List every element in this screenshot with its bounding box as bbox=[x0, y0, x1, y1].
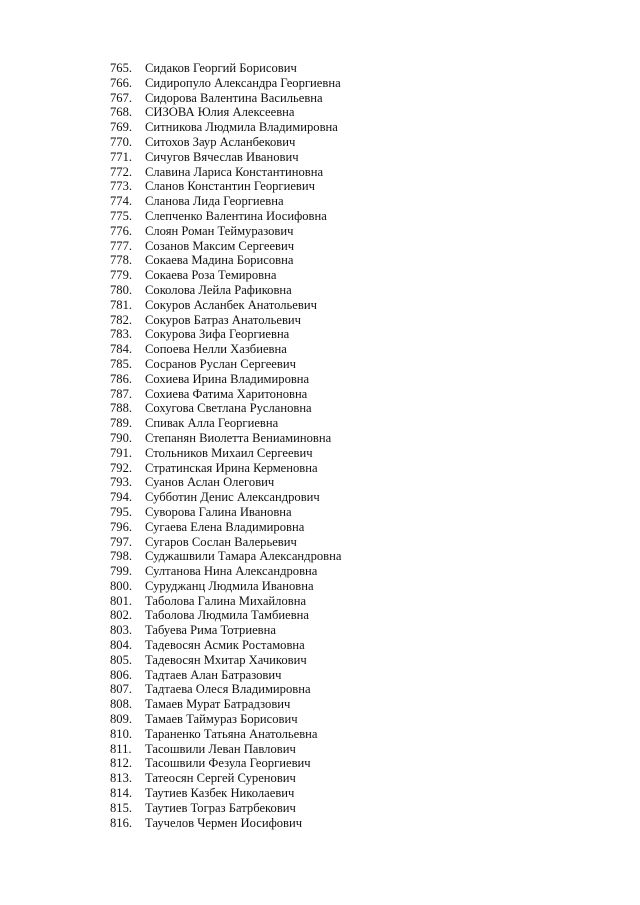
list-item bbox=[110, 712, 341, 727]
item-number: 765. bbox=[110, 61, 133, 75]
list-item bbox=[110, 179, 341, 194]
item-number: 789. bbox=[110, 416, 133, 431]
item-number: 797. bbox=[110, 534, 133, 549]
person-name: Сохиева Фатима Харитоновна bbox=[145, 386, 308, 401]
item-number: 800. bbox=[110, 578, 133, 593]
person-name: Суанов Аслан Олегович bbox=[145, 475, 275, 490]
person-name: Слоян Роман Теймуразович bbox=[145, 223, 294, 238]
list-item bbox=[110, 564, 341, 579]
list-item bbox=[110, 135, 341, 150]
person-name: Сидаков Георгий Борисович bbox=[145, 61, 297, 75]
item-number: 803. bbox=[110, 623, 133, 638]
list-item bbox=[110, 786, 341, 801]
item-number: 802. bbox=[110, 608, 133, 623]
person-name: Степанян Виолетта Вениаминовна bbox=[145, 430, 332, 445]
item-number: 786. bbox=[110, 371, 133, 386]
item-number: 799. bbox=[110, 564, 133, 579]
item-number: 782. bbox=[110, 312, 133, 327]
item-number: 810. bbox=[110, 726, 133, 741]
list-item bbox=[110, 105, 341, 120]
person-name: Сокурова Зифа Георгиевна bbox=[145, 327, 290, 342]
list-item bbox=[110, 638, 341, 653]
item-number: 807. bbox=[110, 682, 133, 697]
list-item bbox=[110, 771, 341, 786]
person-name: Славина Лариса Константиновна bbox=[145, 164, 324, 179]
person-name: Ситникова Людмила Владимировна bbox=[145, 120, 338, 135]
list-item bbox=[110, 594, 341, 609]
person-name: Табуева Рима Тотриевна bbox=[145, 623, 276, 638]
list-item bbox=[110, 76, 341, 91]
person-name: Суворова Галина Ивановна bbox=[145, 504, 292, 519]
list-item bbox=[110, 608, 341, 623]
item-number: 781. bbox=[110, 297, 133, 312]
item-number: 773. bbox=[110, 179, 133, 194]
list-item bbox=[110, 535, 341, 550]
list-item bbox=[110, 342, 341, 357]
person-name: Суджашвили Тамара Александровна bbox=[145, 549, 342, 564]
list-item bbox=[110, 505, 341, 520]
item-number: 804. bbox=[110, 638, 133, 653]
person-name: Сугаров Сослан Валерьевич bbox=[145, 534, 297, 549]
numbered-name-list bbox=[110, 61, 341, 830]
person-name: Соколова Лейла Рафиковна bbox=[145, 282, 292, 297]
person-name: Субботин Денис Александрович bbox=[145, 490, 320, 505]
list-item bbox=[110, 431, 341, 446]
person-name: Таучелов Чермен Иосифович bbox=[145, 815, 303, 830]
list-item bbox=[110, 91, 341, 106]
person-name: Таутиев Казбек Николаевич bbox=[145, 786, 295, 801]
person-name: Сланов Константин Георгиевич bbox=[145, 179, 315, 194]
item-number: 770. bbox=[110, 134, 133, 149]
person-name: Сидорова Валентина Васильевна bbox=[145, 90, 323, 105]
item-number: 815. bbox=[110, 800, 133, 815]
item-number: 790. bbox=[110, 430, 133, 445]
person-name: Сопоева Нелли Хазбиевна bbox=[145, 342, 287, 357]
item-number: 785. bbox=[110, 356, 133, 371]
person-name: Сокаева Роза Темировна bbox=[145, 268, 277, 283]
item-number: 783. bbox=[110, 327, 133, 342]
person-name: Слепченко Валентина Иосифовна bbox=[145, 208, 327, 223]
person-name: Таболова Людмила Тамбиевна bbox=[145, 608, 310, 623]
person-name: Суруджанц Людмила Ивановна bbox=[145, 578, 314, 593]
item-number: 805. bbox=[110, 652, 133, 667]
list-item bbox=[110, 253, 341, 268]
person-name: Сосранов Руслан Сергеевич bbox=[145, 356, 296, 371]
person-name: СИЗОВА Юлия Алексеевна bbox=[145, 105, 295, 120]
list-item bbox=[110, 387, 341, 402]
list-item bbox=[110, 461, 341, 476]
item-number: 777. bbox=[110, 238, 133, 253]
person-name: Сланова Лида Георгиевна bbox=[145, 194, 284, 209]
list-item bbox=[110, 401, 341, 416]
item-number: 771. bbox=[110, 149, 133, 164]
person-name: Таболова Галина Михайловна bbox=[145, 593, 307, 608]
item-number: 768. bbox=[110, 105, 133, 120]
list-item bbox=[110, 313, 341, 328]
person-name: Тадевосян Мхитар Хачикович bbox=[145, 652, 307, 667]
person-name: Татеосян Сергей Суренович bbox=[145, 771, 296, 786]
person-name: Сугаева Елена Владимировна bbox=[145, 519, 305, 534]
list-item bbox=[110, 756, 341, 771]
list-item bbox=[110, 475, 341, 490]
person-name: Сокуров Асланбек Анатольевич bbox=[145, 297, 317, 312]
person-name: Сохиева Ирина Владимировна bbox=[145, 371, 310, 386]
list-item bbox=[110, 416, 341, 431]
item-number: 778. bbox=[110, 253, 133, 268]
item-number: 798. bbox=[110, 549, 133, 564]
person-name: Ситохов Заур Асланбекович bbox=[145, 134, 296, 149]
item-number: 787. bbox=[110, 386, 133, 401]
list-item bbox=[110, 549, 341, 564]
list-item bbox=[110, 327, 341, 342]
list-item bbox=[110, 150, 341, 165]
item-number: 776. bbox=[110, 223, 133, 238]
person-name: Стратинская Ирина Керменовна bbox=[145, 460, 318, 475]
item-number: 796. bbox=[110, 519, 133, 534]
list-item bbox=[110, 224, 341, 239]
list-item bbox=[110, 298, 341, 313]
person-name: Тадтаев Алан Батразович bbox=[145, 667, 282, 682]
person-name: Тасошвили Леван Павлович bbox=[145, 741, 296, 756]
item-number: 792. bbox=[110, 460, 133, 475]
list-item bbox=[110, 165, 341, 180]
person-name: Сокуров Батраз Анатольевич bbox=[145, 312, 301, 327]
person-name: Спивак Алла Георгиевна bbox=[145, 416, 279, 431]
item-number: 780. bbox=[110, 282, 133, 297]
list-item bbox=[110, 801, 341, 816]
list-item bbox=[110, 239, 341, 254]
item-number: 808. bbox=[110, 697, 133, 712]
list-item bbox=[110, 682, 341, 697]
item-number: 779. bbox=[110, 268, 133, 283]
person-name: Тамаев Мурат Батрадзович bbox=[145, 697, 291, 712]
person-name: Сохугова Светлана Руслановна bbox=[145, 401, 312, 416]
person-name: Таутиев Тограз Батрбекович bbox=[145, 800, 296, 815]
item-number: 775. bbox=[110, 208, 133, 223]
item-number: 801. bbox=[110, 593, 133, 608]
list-item bbox=[110, 357, 341, 372]
list-item bbox=[110, 653, 341, 668]
list-item bbox=[110, 61, 341, 76]
item-number: 794. bbox=[110, 490, 133, 505]
list-item bbox=[110, 520, 341, 535]
person-name: Тамаев Таймураз Борисович bbox=[145, 712, 298, 727]
list-item bbox=[110, 490, 341, 505]
list-item bbox=[110, 727, 341, 742]
item-number: 769. bbox=[110, 120, 133, 135]
list-item bbox=[110, 697, 341, 712]
item-number: 784. bbox=[110, 342, 133, 357]
person-name: Стольников Михаил Сергеевич bbox=[145, 445, 313, 460]
item-number: 812. bbox=[110, 756, 133, 771]
item-number: 813. bbox=[110, 771, 133, 786]
item-number: 795. bbox=[110, 504, 133, 519]
list-item bbox=[110, 623, 341, 638]
person-name: Тараненко Татьяна Анатольевна bbox=[145, 726, 318, 741]
item-number: 788. bbox=[110, 401, 133, 416]
list-item bbox=[110, 742, 341, 757]
item-number: 766. bbox=[110, 75, 133, 90]
item-number: 791. bbox=[110, 445, 133, 460]
item-number: 772. bbox=[110, 164, 133, 179]
list-item bbox=[110, 816, 341, 831]
item-number: 774. bbox=[110, 194, 133, 209]
person-name: Тадевосян Асмик Ростамовна bbox=[145, 638, 305, 653]
person-name: Сидиропуло Александра Георгиевна bbox=[145, 75, 341, 90]
person-name: Султанова Нина Александровна bbox=[145, 564, 318, 579]
item-number: 767. bbox=[110, 90, 133, 105]
person-name: Тасошвили Фезула Георгиевич bbox=[145, 756, 311, 771]
item-number: 793. bbox=[110, 475, 133, 490]
list-item bbox=[110, 194, 341, 209]
item-number: 814. bbox=[110, 786, 133, 801]
list-item bbox=[110, 268, 341, 283]
item-number: 809. bbox=[110, 712, 133, 727]
list-item bbox=[110, 372, 341, 387]
person-name: Тадтаева Олеся Владимировна bbox=[145, 682, 311, 697]
list-item bbox=[110, 668, 341, 683]
item-number: 816. bbox=[110, 815, 133, 830]
list-item bbox=[110, 446, 341, 461]
person-name: Сокаева Мадина Борисовна bbox=[145, 253, 294, 268]
item-number: 806. bbox=[110, 667, 133, 682]
person-name: Созанов Максим Сергеевич bbox=[145, 238, 295, 253]
person-name: Сичугов Вячеслав Иванович bbox=[145, 149, 299, 164]
list-item bbox=[110, 209, 341, 224]
list-item bbox=[110, 120, 341, 135]
list-item bbox=[110, 579, 341, 594]
item-number: 811. bbox=[110, 741, 132, 756]
list-item bbox=[110, 283, 341, 298]
